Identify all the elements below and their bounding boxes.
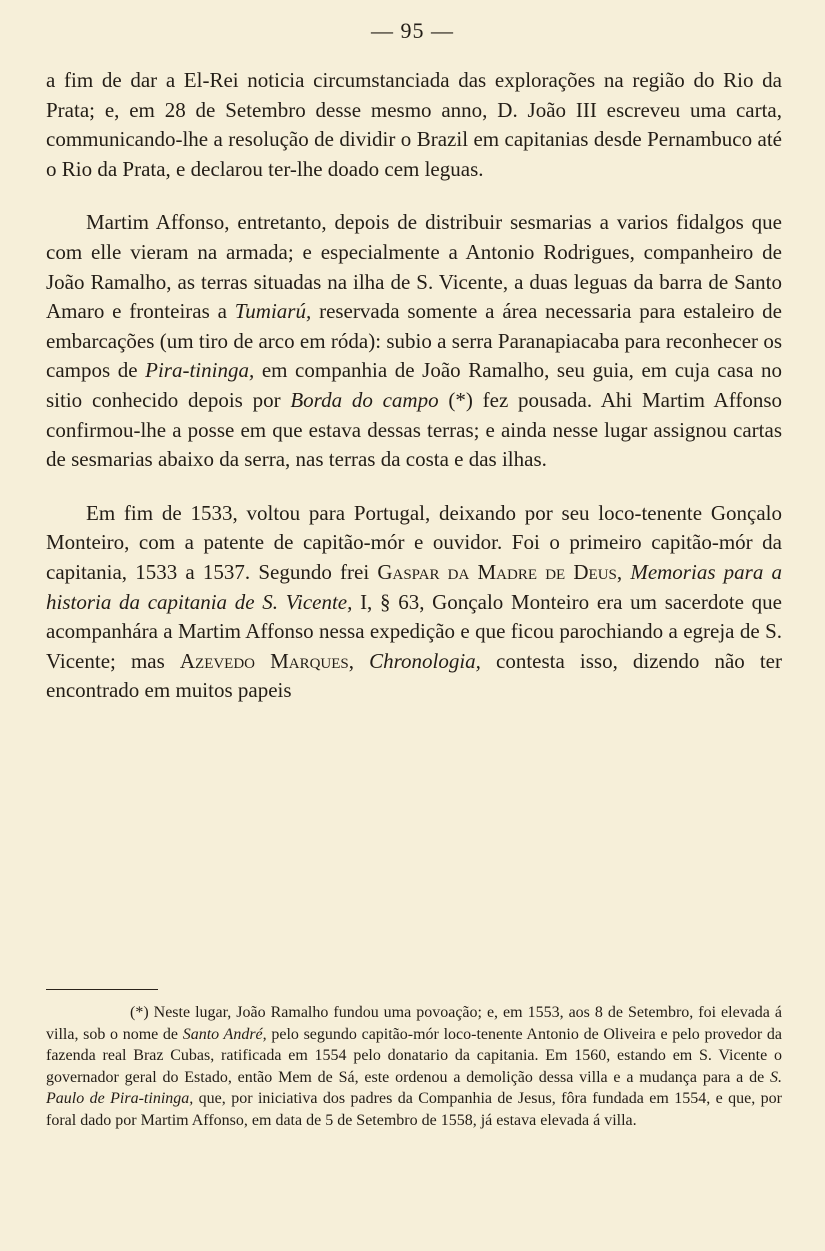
text-run: (*) Neste lugar, João Ramalho fundou uma povoação; e, em 1553, aos 8 de Setembro, foi elevada á villa, sob o nome de: [46, 1004, 782, 1043]
text-run: I, § 63, Gonçalo Monteiro era um sacerdote que acompanhára a Martim Affonso nessa expedição e que ficou parochiando a egreja de S. Vicente; mas: [46, 589, 782, 673]
paragraph: [46, 208, 782, 474]
page-number: — 95 —: [371, 18, 454, 43]
smallcaps-author: Gaspar da Madre de Deus,: [377, 559, 623, 584]
footnote: [46, 1002, 782, 1132]
paragraph: [46, 499, 782, 706]
text-run: a fim de dar a El-Rei noticia circumstanciada das explorações na região do Rio da Prata; e, em 28 de Setembro desse mesmo anno, D. João III escreveu uma carta, communicando-lhe a resolução de dividir o Brazil em capitanias desde Pernambuco até o Rio da Prata, e declarou ter-lhe doado cem leguas.: [46, 68, 782, 181]
text-run: Em fim de 1533, voltou para Portugal, deixando por seu loco-tenente Gonçalo Monteiro, com a patente de capitão-mór e ouvidor. Foi o primeiro capitão-mór da capitania, 1533 a 1537. Segundo frei: [46, 500, 782, 584]
paragraph: [46, 66, 782, 184]
main-text: [46, 66, 782, 706]
text-run: (*) fez pousada. Ahi Martim Affonso confirmou-lhe a posse em que estava dessas terras; e ainda nesse lugar assignou cartas de sesmarias abaixo da serra, nas terras da costa e das ilhas.: [46, 387, 782, 472]
text-run: [354, 649, 369, 673]
italic-text-run: Tumiarú,: [234, 299, 312, 324]
text-run: que, por iniciativa dos padres da Companhia de Jesus, fôra fundada em 1554, e que, por foral dado por Martim Affonso, em data de 5 de Setembro de 1558, já estava elevada á villa.: [46, 1090, 782, 1129]
italic-title: Memorias para a historia da capitania de S. Vicente,: [46, 559, 783, 614]
italic-text-run: Pira-tininga,: [145, 358, 255, 383]
text-run: reservada somente a área necessaria para estaleiro de embarcações (um tiro de arco em róda): subio a serra Paranapiacaba para reconhecer os campos de: [46, 299, 782, 383]
italic-text-run: S. Paulo de Pira-tininga,: [46, 1068, 782, 1108]
italic-title: Chronologia,: [369, 648, 481, 673]
italic-text-run: Santo André,: [182, 1025, 267, 1043]
text-run: contesta isso, dizendo não ter encontrado em muitos papeis: [46, 648, 782, 703]
text-run: em companhia de João Ramalho, seu guia, em cuja casa no sitio conhecido depois por: [46, 358, 782, 412]
footnote-divider: [46, 989, 158, 990]
italic-text-run: Borda do campo: [290, 387, 439, 412]
text-run: pelo segundo capitão-mór loco-tenente Antonio de Oliveira e pelo provedor da fazenda real Braz Cubas, ratificada em 1554 pelo donatario da capitania. Em 1560, estando em S. Vicente o governador geral do Estado, então Mem de Sá, este ordenou a demolição dessa villa e a mudança para a de: [46, 1025, 782, 1086]
smallcaps-author: Azevedo Marques,: [179, 648, 355, 673]
text-run: Martim Affonso, entretanto, depois de distribuir sesmarias a varios fidalgos que com elle vieram na armada; e especialmente a Antonio Rodrigues, companheiro de João Ramalho, as terras situadas na ilha de S. Vicente, a duas leguas da barra de Santo Amaro e fronteiras a: [46, 210, 782, 324]
